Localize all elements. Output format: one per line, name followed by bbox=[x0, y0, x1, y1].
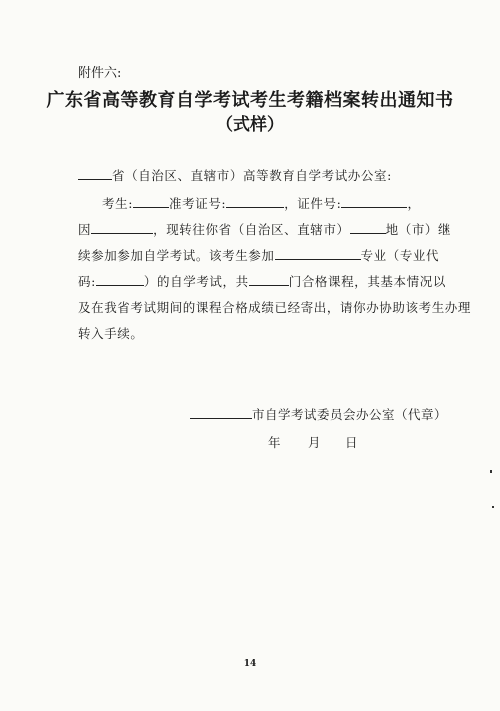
signature-line bbox=[190, 405, 447, 423]
addressee-line bbox=[78, 166, 438, 184]
city-blank bbox=[350, 222, 386, 234]
id-label: ，证件号: bbox=[284, 196, 342, 211]
major-intro-text: 续参加参加自学考试。该考生参加 bbox=[78, 248, 275, 263]
month-label: 月 bbox=[308, 435, 322, 450]
candidate-line bbox=[102, 194, 462, 212]
code-line bbox=[78, 272, 446, 290]
admission-label: 准考证号: bbox=[169, 196, 227, 211]
city-text: 地（市）继 bbox=[385, 222, 452, 237]
grades-line bbox=[78, 298, 472, 316]
province-blank bbox=[78, 168, 112, 180]
scan-speck bbox=[492, 506, 494, 508]
id-number-blank bbox=[341, 196, 407, 208]
procedure-text: 转入手续。 bbox=[78, 326, 144, 341]
grades-text: 及在我省考试期间的课程合格成绩已经寄出，请你办协助该考生办理 bbox=[78, 300, 472, 315]
candidate-label: 考生: bbox=[102, 196, 134, 211]
addressee-text: 省（自治区、直辖市）高等教育自学考试办公室: bbox=[112, 168, 392, 183]
code-label: 码: bbox=[78, 274, 96, 289]
major-code-blank bbox=[96, 274, 144, 286]
admission-number-blank bbox=[226, 196, 284, 208]
attachment-label: 附件六: bbox=[78, 66, 122, 81]
major-blank bbox=[275, 248, 361, 260]
day-label: 日 bbox=[345, 435, 359, 450]
page-number: 14 bbox=[243, 659, 257, 669]
comma-text: ， bbox=[407, 196, 421, 211]
reason-line bbox=[78, 220, 452, 238]
scan-speck bbox=[490, 470, 492, 473]
procedure-line bbox=[78, 324, 438, 342]
transfer-text: ，现转往你省（自治区、直辖市） bbox=[153, 222, 350, 237]
course-text: 门合格课程，其基本情况以 bbox=[288, 274, 446, 289]
year-label: 年 bbox=[268, 435, 282, 450]
reason-label: 因 bbox=[78, 222, 92, 237]
document-title: 广东省高等教育自学考试考生考籍档案转出通知书 bbox=[46, 90, 454, 111]
major-label: 专业（专业代 bbox=[360, 248, 440, 263]
city-signature-blank bbox=[190, 407, 252, 419]
document-subtitle: （式样） bbox=[216, 115, 284, 135]
course-count-blank bbox=[249, 274, 289, 286]
exam-text: ）的自学考试，共 bbox=[143, 274, 249, 289]
major-line bbox=[78, 246, 438, 264]
reason-blank bbox=[91, 222, 153, 234]
candidate-name-blank bbox=[133, 196, 169, 208]
office-stamp-text: 市自学考试委员会办公室（代章） bbox=[252, 407, 448, 422]
